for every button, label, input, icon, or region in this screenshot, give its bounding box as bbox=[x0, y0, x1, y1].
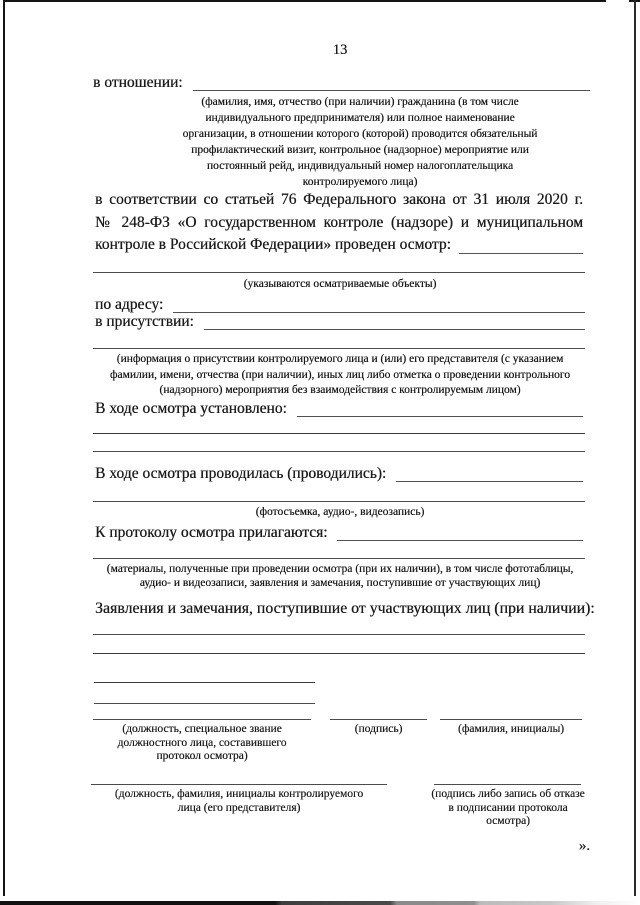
subject-position-caption-line: (должность, фамилия, инициалы контролируемого bbox=[114, 788, 364, 800]
field-statements-label: Заявления и замечания, поступившие от участвующих лиц (при наличии): bbox=[95, 600, 595, 617]
field-findings-label: В ходе осмотра установлено: bbox=[95, 400, 287, 417]
law-paragraph-text: контроле в Российской Федерации» проведен осмотр: bbox=[95, 236, 451, 253]
page-border-top bbox=[3, 0, 606, 2]
presence-caption-line: (информация о присутствии контролируемого лица и (или) его представителя (с указанием bbox=[116, 353, 564, 365]
presence-caption-line: фамилии, имени, отчества (при наличии), иных лиц либо отметка о проведении контрольного bbox=[109, 368, 570, 381]
subject-caption-line: (фамилия, имя, отчество (при наличии) гражданина (в том числе bbox=[201, 96, 519, 108]
subject-signature-line bbox=[91, 784, 387, 785]
field-recording-label: В ходе осмотра проводилась (проводились): bbox=[95, 465, 387, 482]
recording-caption: (фотосъемка, аудио-, видеозапись) bbox=[255, 506, 425, 518]
closing-quote-mark: ». bbox=[578, 838, 590, 854]
subject-sign-caption-line: осмотра) bbox=[486, 815, 530, 827]
field-findings-row bbox=[95, 400, 583, 418]
officer-position-caption-line: протокол осмотра) bbox=[156, 750, 248, 762]
page-border-bottom bbox=[0, 901, 640, 905]
page-border-left bbox=[3, 0, 5, 896]
field-presence-row bbox=[95, 313, 585, 331]
inspection-writing-line bbox=[459, 231, 583, 254]
subject-sign-caption bbox=[418, 788, 598, 829]
officer-signature-line bbox=[93, 719, 311, 720]
officer-position-caption-line: (должность, специальное звание bbox=[122, 723, 282, 735]
findings-writing-line bbox=[297, 399, 583, 417]
officer-name-line bbox=[440, 719, 582, 720]
subject-caption-line: постоянный рейд, индивидуальный номер налогоплательщика bbox=[206, 160, 514, 172]
officer-writing-line bbox=[94, 682, 315, 683]
field-recording-row bbox=[95, 465, 583, 483]
subject-sign-line bbox=[434, 784, 581, 785]
field-address-label: по адресу: bbox=[95, 296, 164, 313]
page-border-right bbox=[634, 0, 636, 896]
law-paragraph bbox=[95, 189, 583, 257]
subject-sign-caption-line: в подписании протокола bbox=[448, 801, 568, 814]
findings-writing-line-3 bbox=[93, 451, 585, 452]
statements-writing-line bbox=[93, 634, 585, 635]
officer-sign-line bbox=[330, 719, 427, 720]
presence-writing-line bbox=[204, 312, 585, 330]
officer-sign-caption: (подпись) bbox=[354, 723, 403, 735]
subject-position-caption-line: лица (его представителя) bbox=[177, 801, 301, 814]
officer-name-caption: (фамилия, инициалы) bbox=[457, 723, 565, 735]
field-subject-label: в отношении: bbox=[93, 74, 183, 91]
attachments-caption-line: (материалы, полученные при проведении осмотра (при их наличии), в том числе фототаблицы, bbox=[106, 563, 574, 575]
statements-writing-line-2 bbox=[93, 653, 585, 654]
law-paragraph-line: в соответствии со статьей 76 Федерального закона от 31 июля 2020 г. bbox=[95, 191, 583, 208]
law-paragraph-line: № 248-ФЗ «О государственном контроле (надзоре) и муниципальном bbox=[95, 213, 583, 231]
field-presence-label: в присутствии: bbox=[95, 313, 194, 330]
field-attachments-label: К протоколу осмотра прилагаются: bbox=[95, 524, 328, 541]
subject-caption bbox=[120, 94, 600, 190]
subject-caption-line: контролируемого лица) bbox=[302, 176, 418, 188]
recording-writing-line bbox=[396, 464, 583, 482]
field-subject-row bbox=[93, 74, 590, 92]
attachments-caption-line: аудио- и видеозаписи, заявления и замечания, поступившие от участвующих лиц) bbox=[139, 577, 541, 589]
objects-caption: (указываются осматриваемые объекты) bbox=[243, 278, 437, 290]
objects-writing-line bbox=[93, 272, 585, 273]
subject-caption-line: профилактический визит, контрольное (надзорное) мероприятие или bbox=[191, 144, 529, 156]
subject-caption-line: индивидуального предпринимателя) или полное наименование bbox=[205, 112, 515, 124]
page-number: 13 bbox=[332, 42, 348, 58]
attachments-writing-line bbox=[337, 523, 583, 541]
officer-position-caption bbox=[83, 723, 321, 764]
presence-writing-line-2 bbox=[93, 348, 585, 349]
presence-caption-line: (надзорного) мероприятия без взаимодействия с контролируемым лицом) bbox=[159, 384, 521, 396]
officer-position-caption-line: должностного лица, составившего bbox=[117, 736, 287, 749]
presence-caption bbox=[95, 352, 585, 399]
subject-position-caption bbox=[91, 788, 387, 815]
field-attachments-row bbox=[95, 524, 583, 542]
officer-writing-line-2 bbox=[94, 703, 315, 704]
attachments-writing-line-2 bbox=[93, 558, 585, 559]
recording-writing-line-2 bbox=[93, 501, 585, 502]
findings-writing-line-2 bbox=[93, 433, 585, 434]
subject-caption-line: организации, в отношении которого (которой) проводится обязательный bbox=[182, 128, 538, 140]
law-paragraph-line bbox=[95, 234, 583, 257]
attachments-caption bbox=[95, 562, 585, 590]
subject-writing-line bbox=[193, 73, 590, 91]
address-writing-line bbox=[173, 295, 585, 313]
subject-sign-caption-line: (подпись либо запись об отказе bbox=[431, 788, 585, 800]
